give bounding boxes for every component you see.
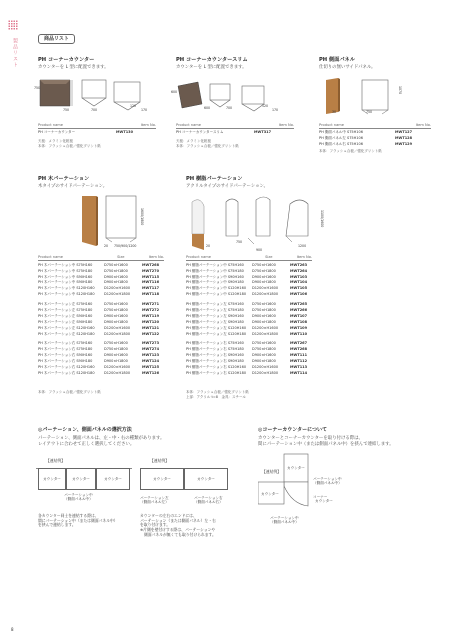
table-row: PH 木パーテーション右 S75H180 D750×H1800 MWT274: [38, 347, 160, 352]
slim-dim-2: 600: [204, 106, 211, 110]
corner-slim-title: PH コーナーカウンタースリム: [176, 57, 248, 63]
counter-box: カウンター: [140, 468, 184, 490]
table-row: PH 木パーテーション右 S75H160 D750×H1600 MWT273: [38, 341, 160, 346]
wood-partition-drawing: [80, 194, 170, 250]
example-1-callout: パーテーション中 （側面パネル中）: [64, 493, 93, 502]
slim-dim-5: 170: [272, 108, 279, 112]
table-row: PH 樹脂パーテーション右 S120H180 D1200×H1800 MWT114: [186, 370, 308, 375]
side-label: 製品リスト: [12, 38, 18, 68]
counter-box: カウンター: [96, 468, 130, 490]
select-method-desc-2: レイアウトに合わせて正しく選択してください。: [38, 442, 135, 447]
resin-dim-2: 20: [206, 244, 211, 248]
table-row: PH 樹脂パーテーション中 S120H180 D1200×H1800 MWT106: [186, 292, 308, 297]
slim-dim-1: 600: [171, 90, 178, 94]
side-panel-desc: 仕切りの無いサイドパネル。: [319, 65, 376, 70]
table-row: PH 木パーテーション左 S75H180 D750×H1800 MWT272: [38, 307, 160, 312]
resin-dim-1: 1100/1600: [320, 210, 324, 228]
corner-about-title: ◎コーナーカウンターについて: [258, 427, 327, 433]
table-row: PH 木パーテーション右 S120H180 D1200×H1800 MWT126: [38, 370, 160, 375]
wood-dim-2: 20: [104, 244, 109, 248]
table-row: PH 樹脂パーテーション中 S90H180 D900×H1800 MWT104: [186, 280, 308, 285]
resin-dim-4: 900: [256, 248, 263, 252]
table-row: PH 木パーテーション中 S75H160 D750×H1600 MWT268: [38, 262, 160, 267]
wood-dim-3: 750/900/1200: [114, 244, 137, 248]
side-panel-note: 本体：フラッシュ合板／強化プリント紙: [319, 149, 382, 153]
side-panel-title: PH 側面パネル: [319, 57, 355, 63]
table-row: PH 側面パネル中 S75H106 MWT127: [319, 129, 413, 134]
slim-table: [176, 129, 294, 135]
table-row: PH 樹脂パーテーション左 S75H180 D750×H1800 MWT266: [186, 307, 308, 312]
corner-dim-5: 170: [141, 108, 148, 112]
side-panel-table: [319, 129, 431, 147]
table-row: PH 木パーテーション左 S90H180 D900×H1800 MWT120: [38, 319, 160, 324]
wood-note: 本体：フラッシュ合板／強化プリント紙: [38, 390, 101, 394]
corner-table-header: Product name Item No.: [38, 123, 156, 129]
wood-partition-desc: 木タイプのサイドパーテーション。: [38, 184, 108, 189]
resin-table: [186, 262, 312, 380]
example-2-label: 【連結例】: [150, 458, 169, 463]
corner-slim-drawing: [176, 80, 288, 120]
resin-note-2: 上部：アクリル t=8 金具：スチール: [186, 395, 246, 399]
resin-table-header: Product name Size Item No.: [186, 255, 312, 261]
resin-dim-3: 750: [236, 240, 243, 244]
corner-note-1: 天板：メラミン化粧板: [38, 139, 73, 143]
table-row: PH 樹脂パーテーション中 S75H160 D750×H1600 MWT263: [186, 262, 308, 267]
counter-box: カウンター: [184, 468, 228, 490]
slim-table-header: Product name Item No.: [176, 123, 294, 129]
table-row: PH 樹脂パーテーション左 S120H180 D1200×H1800 MWT110: [186, 331, 308, 336]
corner-counter-desc: カウンターを L 型に配置できます。: [38, 65, 109, 70]
table-row: PH 木パーテーション中 S90H160 D900×H1600 MWT115: [38, 274, 160, 279]
corner-callout-2: パーテーション中 （側面パネル中）: [270, 516, 299, 525]
resin-dim-5: 1200: [298, 244, 307, 248]
resin-partition-desc: アクリルタイプのサイドパーテーション。: [186, 184, 268, 189]
table-row: PH 樹脂パーテーション中 S75H180 D750×H1800 MWT264: [186, 268, 308, 273]
corner-callout-1: パーテーション中 （側面パネル中）: [313, 477, 342, 486]
slim-note-1: 天板：メラミン化粧板: [176, 139, 211, 143]
table-row: PH 樹脂パーテーション右 S120H160 D1200×H1600 MWT113: [186, 365, 308, 369]
side-dot-pattern: [8, 20, 18, 30]
table-row: PH 側面パネル右 S75H106 MWT129: [319, 141, 413, 146]
counter-box: カウンター: [38, 468, 66, 490]
wood-dim-1: 1600/1800: [140, 208, 144, 226]
table-row: PH 木パーテーション中 S120H180 D1200×H1800 MWT118: [38, 292, 160, 297]
example-1-text: 各カウンター同士を連結する際は、 間にパーテーション中（または側面パネル中） を挟んで連結します。: [38, 513, 118, 528]
table-row: PH 木パーテーション左 S75H160 D750×H1600 MWT271: [38, 302, 160, 307]
resin-note-1: 本体：フラッシュ合板／強化プリント紙: [186, 390, 249, 394]
table-row: PH 木パーテーション右 S90H180 D900×H1800 MWT124: [38, 359, 160, 364]
table-row: PH コーナーカウンター MWT130: [38, 129, 134, 134]
table-row: PH コーナーカウンタースリム MWT317: [176, 129, 272, 134]
slim-dim-3: 700: [226, 106, 233, 110]
page-number: 8: [11, 627, 14, 632]
side-panel-table-header: Product name Item No.: [319, 123, 431, 129]
table-row: PH 樹脂パーテーション中 S120H160 D1200×H1600 MWT105: [186, 286, 308, 291]
table-row: PH 木パーテーション中 S75H180 D750×H1800 MWT270: [38, 268, 160, 273]
table-row: PH 樹脂パーテーション中 S90H160 D900×H1600 MWT103: [186, 274, 308, 279]
corner-dim-2: 750: [63, 108, 70, 112]
corner-dim-4: 120: [130, 104, 137, 108]
table-row: PH 木パーテーション右 S120H160 D1200×H1600 MWT125: [38, 365, 160, 369]
slim-dim-4: 120: [262, 104, 269, 108]
corner-table: [38, 129, 156, 135]
corner-dim-1: 750: [34, 86, 41, 90]
select-method-title: ◎パーテーション、側面パネルの選択方法: [38, 427, 132, 433]
table-row: PH 樹脂パーテーション左 S90H160 D900×H1600 MWT107: [186, 313, 308, 318]
example-2-left-callout: パーテーション左 （側面パネル左）: [140, 496, 169, 505]
table-row: PH 木パーテーション中 S120H160 D1200×H1600 MWT117: [38, 286, 160, 291]
table-row: PH 側面パネル左 S75H106 MWT128: [319, 135, 413, 140]
wood-partition-title: PH 木パーテーション: [38, 176, 90, 182]
corner-counter-top: カウンター: [287, 466, 305, 470]
select-method-desc-1: パーテーション、側面パネルは、左・中・右の種類があります。: [38, 436, 165, 441]
example-2-text: カウンターの左右のエンドには、 パーテーション（または側面パネル）左・右 を取り付けます。 ※片側を壁付けする際は、パーテーションや 側面パネルが無くても取り付けられます。: [140, 513, 216, 537]
panel-dim-2: 30: [332, 110, 337, 114]
table-row: PH 樹脂パーテーション右 S90H160 D900×H1600 MWT111: [186, 353, 308, 358]
table-row: PH 樹脂パーテーション左 S90H180 D900×H1800 MWT108: [186, 319, 308, 324]
table-row: PH 樹脂パーテーション左 S75H160 D750×H1600 MWT265: [186, 302, 308, 307]
corner-example-label: 【連結例】: [262, 469, 281, 474]
table-row: PH 樹脂パーテーション左 S120H160 D1200×H1600 MWT109: [186, 325, 308, 330]
corner-counter-title: PH コーナーカウンター: [38, 57, 95, 63]
table-row: PH 木パーテーション右 S90H160 D900×H1600 MWT123: [38, 353, 160, 358]
table-row: PH 樹脂パーテーション右 S90H180 D900×H1800 MWT112: [186, 359, 308, 364]
corner-about-desc-2: 間にパーテーション中（または側面パネル中）を挟んで連結します。: [258, 442, 394, 447]
wood-table: [38, 262, 164, 380]
table-row: PH 樹脂パーテーション右 S75H180 D750×H1800 MWT268: [186, 347, 308, 352]
table-row: PH 木パーテーション左 S120H160 D1200×H1600 MWT121: [38, 325, 160, 330]
corner-dim-3: 700: [91, 108, 98, 112]
slim-note-2: 本体：フラッシュ合板／強化プリント紙: [176, 144, 239, 148]
table-row: PH 樹脂パーテーション右 S75H160 D750×H1600 MWT267: [186, 341, 308, 346]
resin-partition-title: PH 樹脂パーテーション: [186, 176, 243, 182]
corner-note-2: 本体：フラッシュ合板／強化プリント紙: [38, 144, 101, 148]
table-row: PH 木パーテーション中 S90H180 D900×H1800 MWT116: [38, 280, 160, 285]
corner-counter-left: カウンター: [261, 492, 279, 496]
wood-table-header: Product name Size Item No.: [38, 255, 164, 261]
table-row: PH 木パーテーション左 S120H180 D1200×H1800 MWT122: [38, 331, 160, 336]
corner-counter-drawing: [38, 76, 158, 120]
panel-dim-1: 1070: [398, 86, 402, 95]
panel-dim-3: 750: [366, 110, 373, 114]
example-2-right-callout: パーテーション右 （側面パネル右）: [194, 496, 223, 505]
corner-about-desc-1: カウンターとコーナーカウンターを取り付ける際は、: [258, 436, 363, 441]
section-badge: 商品リスト: [38, 34, 75, 44]
example-1-label: 【連結例】: [46, 458, 65, 463]
table-row: PH 木パーテーション左 S90H160 D900×H1600 MWT119: [38, 313, 160, 318]
corner-slim-desc: カウンターを L 型に配置できます。: [176, 65, 247, 70]
counter-box: カウンター: [66, 468, 96, 490]
corner-label: コーナー カウンター: [313, 495, 333, 504]
